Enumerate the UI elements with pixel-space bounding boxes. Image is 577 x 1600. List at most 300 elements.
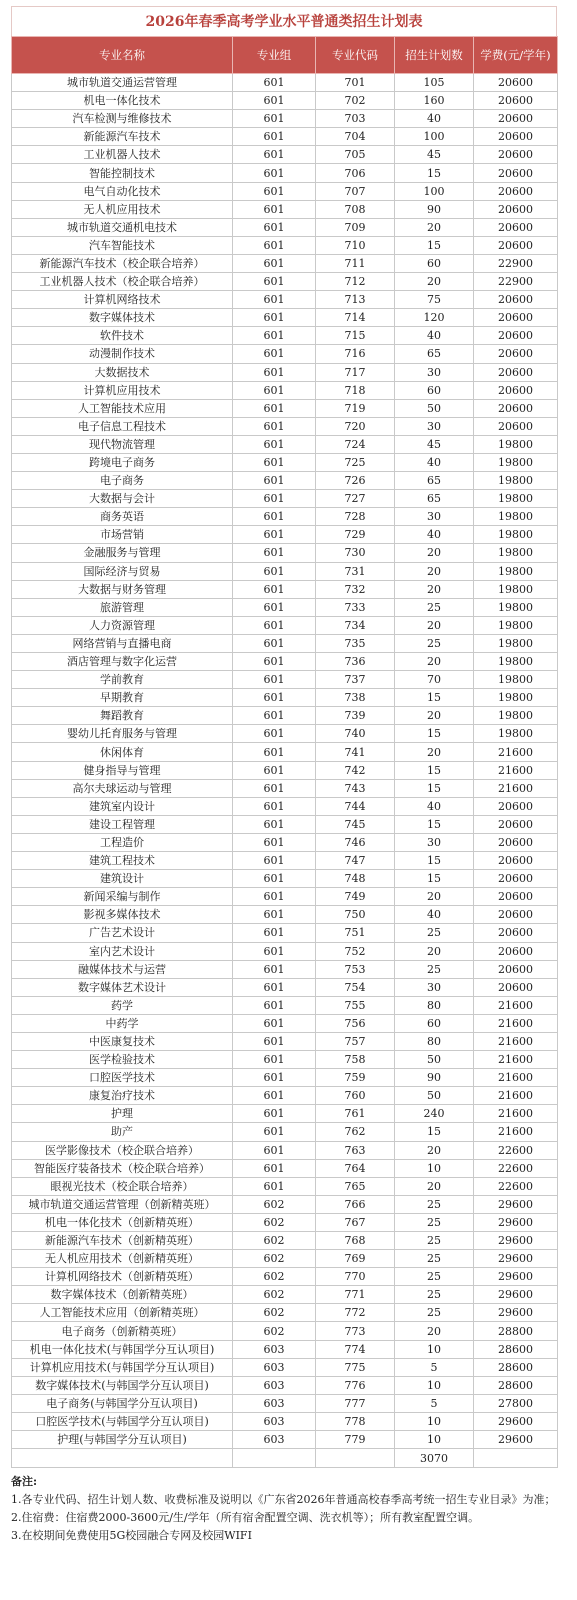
plan-count-cell: 40 xyxy=(395,797,474,815)
major-name-cell: 建筑设计 xyxy=(12,870,233,888)
tuition-cell: 29600 xyxy=(474,1412,558,1430)
major-code-cell: 734 xyxy=(316,616,395,634)
plan-count-cell: 25 xyxy=(395,634,474,652)
major-code-cell: 703 xyxy=(316,110,395,128)
tuition-cell: 20600 xyxy=(474,797,558,815)
tuition-cell: 20600 xyxy=(474,110,558,128)
table-row xyxy=(12,218,558,236)
tuition-cell: 21600 xyxy=(474,1105,558,1123)
major-code-cell: 765 xyxy=(316,1177,395,1195)
tuition-cell: 29600 xyxy=(474,1268,558,1286)
major-group-cell: 601 xyxy=(233,942,316,960)
table-row xyxy=(12,996,558,1014)
major-code-cell: 750 xyxy=(316,906,395,924)
plan-count-cell: 20 xyxy=(395,273,474,291)
plan-count-cell: 20 xyxy=(395,1322,474,1340)
plan-count-cell: 90 xyxy=(395,200,474,218)
major-group-cell: 601 xyxy=(233,309,316,327)
major-name-cell: 建设工程管理 xyxy=(12,815,233,833)
major-code-cell: 774 xyxy=(316,1340,395,1358)
table-row xyxy=(12,815,558,833)
major-name-cell: 旅游管理 xyxy=(12,598,233,616)
major-code-cell: 747 xyxy=(316,852,395,870)
table-row xyxy=(12,453,558,471)
plan-count-cell: 15 xyxy=(395,689,474,707)
major-code-cell: 737 xyxy=(316,671,395,689)
plan-count-cell: 5 xyxy=(395,1394,474,1412)
table-row xyxy=(12,1232,558,1250)
major-group-cell: 601 xyxy=(233,761,316,779)
table-row xyxy=(12,1394,558,1412)
major-code-cell: 748 xyxy=(316,870,395,888)
major-group-cell: 601 xyxy=(233,1051,316,1069)
major-code-cell: 706 xyxy=(316,164,395,182)
major-code-cell: 705 xyxy=(316,146,395,164)
table-row xyxy=(12,164,558,182)
major-group-cell: 601 xyxy=(233,381,316,399)
tuition-cell: 20600 xyxy=(474,182,558,200)
plan-count-cell: 10 xyxy=(395,1431,474,1449)
plan-count-cell: 30 xyxy=(395,417,474,435)
total-plan-count: 3070 xyxy=(395,1449,474,1468)
major-name-cell: 智能控制技术 xyxy=(12,164,233,182)
major-group-cell: 601 xyxy=(233,743,316,761)
major-code-cell: 759 xyxy=(316,1069,395,1087)
major-code-cell: 762 xyxy=(316,1123,395,1141)
major-name-cell: 早期教育 xyxy=(12,689,233,707)
plan-count-cell: 65 xyxy=(395,345,474,363)
major-group-cell: 601 xyxy=(233,634,316,652)
major-name-cell: 汽车智能技术 xyxy=(12,236,233,254)
plan-count-cell: 5 xyxy=(395,1358,474,1376)
major-code-cell: 742 xyxy=(316,761,395,779)
major-name-cell: 软件技术 xyxy=(12,327,233,345)
tuition-cell: 20600 xyxy=(474,164,558,182)
major-code-cell: 712 xyxy=(316,273,395,291)
major-group-cell: 601 xyxy=(233,146,316,164)
major-name-cell: 商务英语 xyxy=(12,508,233,526)
tuition-cell: 20600 xyxy=(474,906,558,924)
table-row xyxy=(12,435,558,453)
major-code-cell: 729 xyxy=(316,526,395,544)
major-code-cell: 754 xyxy=(316,978,395,996)
tuition-cell: 29600 xyxy=(474,1431,558,1449)
tuition-cell: 20600 xyxy=(474,888,558,906)
major-name-cell: 人力资源管理 xyxy=(12,616,233,634)
major-code-cell: 757 xyxy=(316,1032,395,1050)
major-group-cell: 602 xyxy=(233,1195,316,1213)
major-name-cell: 室内艺术设计 xyxy=(12,942,233,960)
major-name-cell: 康复治疗技术 xyxy=(12,1087,233,1105)
table-row xyxy=(12,616,558,634)
major-name-cell: 高尔夫球运动与管理 xyxy=(12,779,233,797)
major-name-cell: 数字媒体技术(与韩国学分互认项目) xyxy=(12,1376,233,1394)
major-group-cell: 601 xyxy=(233,906,316,924)
major-name-cell: 智能医疗装备技术（校企联合培养） xyxy=(12,1159,233,1177)
major-group-cell: 601 xyxy=(233,218,316,236)
plan-count-cell: 65 xyxy=(395,472,474,490)
table-row xyxy=(12,1105,558,1123)
tuition-cell: 22600 xyxy=(474,1141,558,1159)
major-group-cell: 601 xyxy=(233,779,316,797)
empty-cell xyxy=(474,1449,558,1468)
tuition-cell: 21600 xyxy=(474,1123,558,1141)
major-code-cell: 753 xyxy=(316,960,395,978)
major-group-cell: 602 xyxy=(233,1250,316,1268)
major-name-cell: 大数据技术 xyxy=(12,363,233,381)
major-name-cell: 新能源汽车技术 xyxy=(12,128,233,146)
tuition-cell: 20600 xyxy=(474,363,558,381)
plan-count-cell: 20 xyxy=(395,218,474,236)
tuition-cell: 20600 xyxy=(474,146,558,164)
header-tuition: 学费(元/学年) xyxy=(474,37,558,74)
tuition-cell: 21600 xyxy=(474,1087,558,1105)
tuition-cell: 29600 xyxy=(474,1213,558,1231)
tuition-cell: 21600 xyxy=(474,779,558,797)
major-code-cell: 736 xyxy=(316,653,395,671)
tuition-cell: 19800 xyxy=(474,616,558,634)
major-group-cell: 601 xyxy=(233,399,316,417)
major-group-cell: 601 xyxy=(233,797,316,815)
major-group-cell: 601 xyxy=(233,92,316,110)
major-name-cell: 国际经济与贸易 xyxy=(12,562,233,580)
tuition-cell: 21600 xyxy=(474,743,558,761)
plan-count-cell: 50 xyxy=(395,1087,474,1105)
tuition-cell: 19800 xyxy=(474,580,558,598)
plan-count-cell: 45 xyxy=(395,146,474,164)
major-code-cell: 777 xyxy=(316,1394,395,1412)
major-name-cell: 动漫制作技术 xyxy=(12,345,233,363)
plan-count-cell: 120 xyxy=(395,309,474,327)
major-code-cell: 779 xyxy=(316,1431,395,1449)
tuition-cell: 20600 xyxy=(474,309,558,327)
tuition-cell: 19800 xyxy=(474,435,558,453)
major-code-cell: 732 xyxy=(316,580,395,598)
major-name-cell: 城市轨道交通运营管理（创新精英班） xyxy=(12,1195,233,1213)
major-name-cell: 计算机网络技术 xyxy=(12,291,233,309)
major-name-cell: 广告艺术设计 xyxy=(12,924,233,942)
major-group-cell: 601 xyxy=(233,671,316,689)
major-code-cell: 760 xyxy=(316,1087,395,1105)
tuition-cell: 22600 xyxy=(474,1159,558,1177)
plan-count-cell: 160 xyxy=(395,92,474,110)
major-group-cell: 601 xyxy=(233,562,316,580)
table-row xyxy=(12,526,558,544)
tuition-cell: 19800 xyxy=(474,707,558,725)
table-row xyxy=(12,74,558,92)
major-group-cell: 601 xyxy=(233,526,316,544)
major-group-cell: 603 xyxy=(233,1340,316,1358)
major-code-cell: 771 xyxy=(316,1286,395,1304)
major-group-cell: 601 xyxy=(233,1141,316,1159)
tuition-cell: 19800 xyxy=(474,490,558,508)
major-code-cell: 773 xyxy=(316,1322,395,1340)
note-line: 2.住宿费：住宿费2000-3600元/生/学年（所有宿舍配置空调、洗衣机等）；所有教室配置空调。 xyxy=(11,1511,480,1525)
major-name-cell: 新闻采编与制作 xyxy=(12,888,233,906)
total-row xyxy=(12,1449,558,1468)
major-code-cell: 707 xyxy=(316,182,395,200)
plan-count-cell: 100 xyxy=(395,182,474,200)
major-name-cell: 网络营销与直播电商 xyxy=(12,634,233,652)
tuition-cell: 20600 xyxy=(474,236,558,254)
table-row xyxy=(12,381,558,399)
table-row xyxy=(12,1195,558,1213)
tuition-cell: 22600 xyxy=(474,1177,558,1195)
plan-count-cell: 105 xyxy=(395,74,474,92)
table-row xyxy=(12,671,558,689)
plan-count-cell: 40 xyxy=(395,906,474,924)
plan-count-cell: 20 xyxy=(395,616,474,634)
table-row xyxy=(12,1376,558,1394)
plan-count-cell: 30 xyxy=(395,363,474,381)
major-code-cell: 756 xyxy=(316,1014,395,1032)
tuition-cell: 19800 xyxy=(474,671,558,689)
major-name-cell: 电子商务（创新精英班） xyxy=(12,1322,233,1340)
tuition-cell: 20600 xyxy=(474,399,558,417)
table-row xyxy=(12,1431,558,1449)
table-row xyxy=(12,779,558,797)
table-row xyxy=(12,978,558,996)
major-group-cell: 601 xyxy=(233,435,316,453)
table-row xyxy=(12,544,558,562)
tuition-cell: 29600 xyxy=(474,1195,558,1213)
plan-count-cell: 20 xyxy=(395,653,474,671)
major-name-cell: 数字媒体技术（创新精英班） xyxy=(12,1286,233,1304)
plan-count-cell: 65 xyxy=(395,490,474,508)
major-code-cell: 770 xyxy=(316,1268,395,1286)
major-group-cell: 601 xyxy=(233,544,316,562)
major-code-cell: 776 xyxy=(316,1376,395,1394)
major-name-cell: 城市轨道交通运营管理 xyxy=(12,74,233,92)
major-name-cell: 口腔医学技术 xyxy=(12,1069,233,1087)
plan-count-cell: 15 xyxy=(395,236,474,254)
plan-count-cell: 45 xyxy=(395,435,474,453)
major-group-cell: 601 xyxy=(233,363,316,381)
major-code-cell: 731 xyxy=(316,562,395,580)
table-row xyxy=(12,1177,558,1195)
major-name-cell: 口腔医学技术(与韩国学分互认项目) xyxy=(12,1412,233,1430)
tuition-cell: 19800 xyxy=(474,598,558,616)
major-group-cell: 601 xyxy=(233,815,316,833)
tuition-cell: 27800 xyxy=(474,1394,558,1412)
plan-count-cell: 25 xyxy=(395,1213,474,1231)
plan-count-cell: 20 xyxy=(395,1141,474,1159)
table-row xyxy=(12,888,558,906)
major-group-cell: 601 xyxy=(233,200,316,218)
note-line: 3.在校期间免费使用5G校园融合专网及校园WIFI xyxy=(11,1529,252,1543)
major-name-cell: 助产 xyxy=(12,1123,233,1141)
major-name-cell: 数字媒体技术 xyxy=(12,309,233,327)
table-row xyxy=(12,490,558,508)
tuition-cell: 28600 xyxy=(474,1358,558,1376)
major-name-cell: 计算机网络技术（创新精英班） xyxy=(12,1268,233,1286)
tuition-cell: 19800 xyxy=(474,453,558,471)
major-code-cell: 713 xyxy=(316,291,395,309)
tuition-cell: 28600 xyxy=(474,1376,558,1394)
table-row xyxy=(12,1141,558,1159)
table-row xyxy=(12,1069,558,1087)
major-group-cell: 601 xyxy=(233,164,316,182)
tuition-cell: 29600 xyxy=(474,1232,558,1250)
major-code-cell: 745 xyxy=(316,815,395,833)
table-row xyxy=(12,1014,558,1032)
major-code-cell: 738 xyxy=(316,689,395,707)
tuition-cell: 20600 xyxy=(474,200,558,218)
tuition-cell: 21600 xyxy=(474,761,558,779)
major-code-cell: 775 xyxy=(316,1358,395,1376)
tuition-cell: 20600 xyxy=(474,870,558,888)
major-name-cell: 人工智能技术应用 xyxy=(12,399,233,417)
major-name-cell: 建筑工程技术 xyxy=(12,852,233,870)
plan-count-cell: 25 xyxy=(395,1268,474,1286)
table-row xyxy=(12,1159,558,1177)
major-group-cell: 601 xyxy=(233,472,316,490)
table-row xyxy=(12,110,558,128)
major-group-cell: 601 xyxy=(233,1177,316,1195)
table-row xyxy=(12,1032,558,1050)
table-row xyxy=(12,797,558,815)
tuition-cell: 28600 xyxy=(474,1340,558,1358)
table-row xyxy=(12,273,558,291)
plan-count-cell: 30 xyxy=(395,833,474,851)
major-code-cell: 769 xyxy=(316,1250,395,1268)
major-code-cell: 739 xyxy=(316,707,395,725)
major-code-cell: 740 xyxy=(316,725,395,743)
plan-count-cell: 10 xyxy=(395,1376,474,1394)
major-code-cell: 704 xyxy=(316,128,395,146)
header-major-group: 专业组 xyxy=(233,37,316,74)
tuition-cell: 20600 xyxy=(474,74,558,92)
plan-count-cell: 240 xyxy=(395,1105,474,1123)
major-code-cell: 719 xyxy=(316,399,395,417)
plan-count-cell: 25 xyxy=(395,960,474,978)
plan-count-cell: 60 xyxy=(395,1014,474,1032)
plan-count-cell: 15 xyxy=(395,1123,474,1141)
tuition-cell: 20600 xyxy=(474,833,558,851)
major-code-cell: 768 xyxy=(316,1232,395,1250)
major-code-cell: 766 xyxy=(316,1195,395,1213)
major-name-cell: 医学影像技术（校企联合培养） xyxy=(12,1141,233,1159)
major-name-cell: 无人机应用技术 xyxy=(12,200,233,218)
tuition-cell: 19800 xyxy=(474,725,558,743)
plan-count-cell: 25 xyxy=(395,1232,474,1250)
table-row xyxy=(12,1123,558,1141)
plan-count-cell: 10 xyxy=(395,1340,474,1358)
major-name-cell: 计算机应用技术 xyxy=(12,381,233,399)
tuition-cell: 20600 xyxy=(474,327,558,345)
notes-heading: 备注: xyxy=(11,1475,38,1489)
major-name-cell: 新能源汽车技术（校企联合培养） xyxy=(12,254,233,272)
major-name-cell: 市场营销 xyxy=(12,526,233,544)
tuition-cell: 21600 xyxy=(474,1069,558,1087)
table-row xyxy=(12,1087,558,1105)
tuition-cell: 21600 xyxy=(474,1051,558,1069)
major-name-cell: 计算机应用技术(与韩国学分互认项目) xyxy=(12,1358,233,1376)
table-row xyxy=(12,309,558,327)
major-code-cell: 702 xyxy=(316,92,395,110)
major-code-cell: 778 xyxy=(316,1412,395,1430)
major-group-cell: 601 xyxy=(233,960,316,978)
major-code-cell: 710 xyxy=(316,236,395,254)
table-row xyxy=(12,472,558,490)
major-name-cell: 人工智能技术应用（创新精英班） xyxy=(12,1304,233,1322)
major-group-cell: 601 xyxy=(233,236,316,254)
major-group-cell: 601 xyxy=(233,1069,316,1087)
major-group-cell: 601 xyxy=(233,852,316,870)
plan-count-cell: 15 xyxy=(395,761,474,779)
major-group-cell: 602 xyxy=(233,1268,316,1286)
major-code-cell: 714 xyxy=(316,309,395,327)
plan-count-cell: 25 xyxy=(395,1250,474,1268)
major-group-cell: 603 xyxy=(233,1376,316,1394)
plan-count-cell: 15 xyxy=(395,164,474,182)
table-header-row xyxy=(12,37,558,74)
table-row xyxy=(12,1051,558,1069)
header-major-code: 专业代码 xyxy=(316,37,395,74)
major-name-cell: 中药学 xyxy=(12,1014,233,1032)
major-group-cell: 602 xyxy=(233,1213,316,1231)
table-row xyxy=(12,1304,558,1322)
major-group-cell: 601 xyxy=(233,616,316,634)
tuition-cell: 21600 xyxy=(474,996,558,1014)
tuition-cell: 19800 xyxy=(474,472,558,490)
tuition-cell: 29600 xyxy=(474,1304,558,1322)
major-name-cell: 工程造价 xyxy=(12,833,233,851)
table-row xyxy=(12,906,558,924)
major-code-cell: 733 xyxy=(316,598,395,616)
major-group-cell: 601 xyxy=(233,508,316,526)
plan-count-cell: 20 xyxy=(395,562,474,580)
tuition-cell: 19800 xyxy=(474,634,558,652)
tuition-cell: 20600 xyxy=(474,291,558,309)
enrollment-plan-table xyxy=(11,36,558,1468)
major-name-cell: 休闲体育 xyxy=(12,743,233,761)
table-row xyxy=(12,942,558,960)
table-row xyxy=(12,200,558,218)
major-name-cell: 药学 xyxy=(12,996,233,1014)
empty-cell xyxy=(233,1449,316,1468)
tuition-cell: 20600 xyxy=(474,218,558,236)
table-row xyxy=(12,1250,558,1268)
major-group-cell: 603 xyxy=(233,1412,316,1430)
major-code-cell: 751 xyxy=(316,924,395,942)
tuition-cell: 19800 xyxy=(474,544,558,562)
plan-count-cell: 25 xyxy=(395,924,474,942)
tuition-cell: 29600 xyxy=(474,1286,558,1304)
tuition-cell: 21600 xyxy=(474,1032,558,1050)
major-code-cell: 728 xyxy=(316,508,395,526)
major-name-cell: 医学检验技术 xyxy=(12,1051,233,1069)
table-row xyxy=(12,761,558,779)
major-group-cell: 601 xyxy=(233,707,316,725)
table-row xyxy=(12,1213,558,1231)
plan-count-cell: 15 xyxy=(395,852,474,870)
major-code-cell: 755 xyxy=(316,996,395,1014)
plan-count-cell: 15 xyxy=(395,779,474,797)
table-row xyxy=(12,707,558,725)
table-row xyxy=(12,236,558,254)
major-name-cell: 健身指导与管理 xyxy=(12,761,233,779)
major-group-cell: 603 xyxy=(233,1431,316,1449)
major-group-cell: 602 xyxy=(233,1286,316,1304)
major-code-cell: 715 xyxy=(316,327,395,345)
major-group-cell: 601 xyxy=(233,291,316,309)
plan-count-cell: 20 xyxy=(395,544,474,562)
tuition-cell: 19800 xyxy=(474,526,558,544)
major-name-cell: 金融服务与管理 xyxy=(12,544,233,562)
major-group-cell: 601 xyxy=(233,978,316,996)
table-row xyxy=(12,725,558,743)
